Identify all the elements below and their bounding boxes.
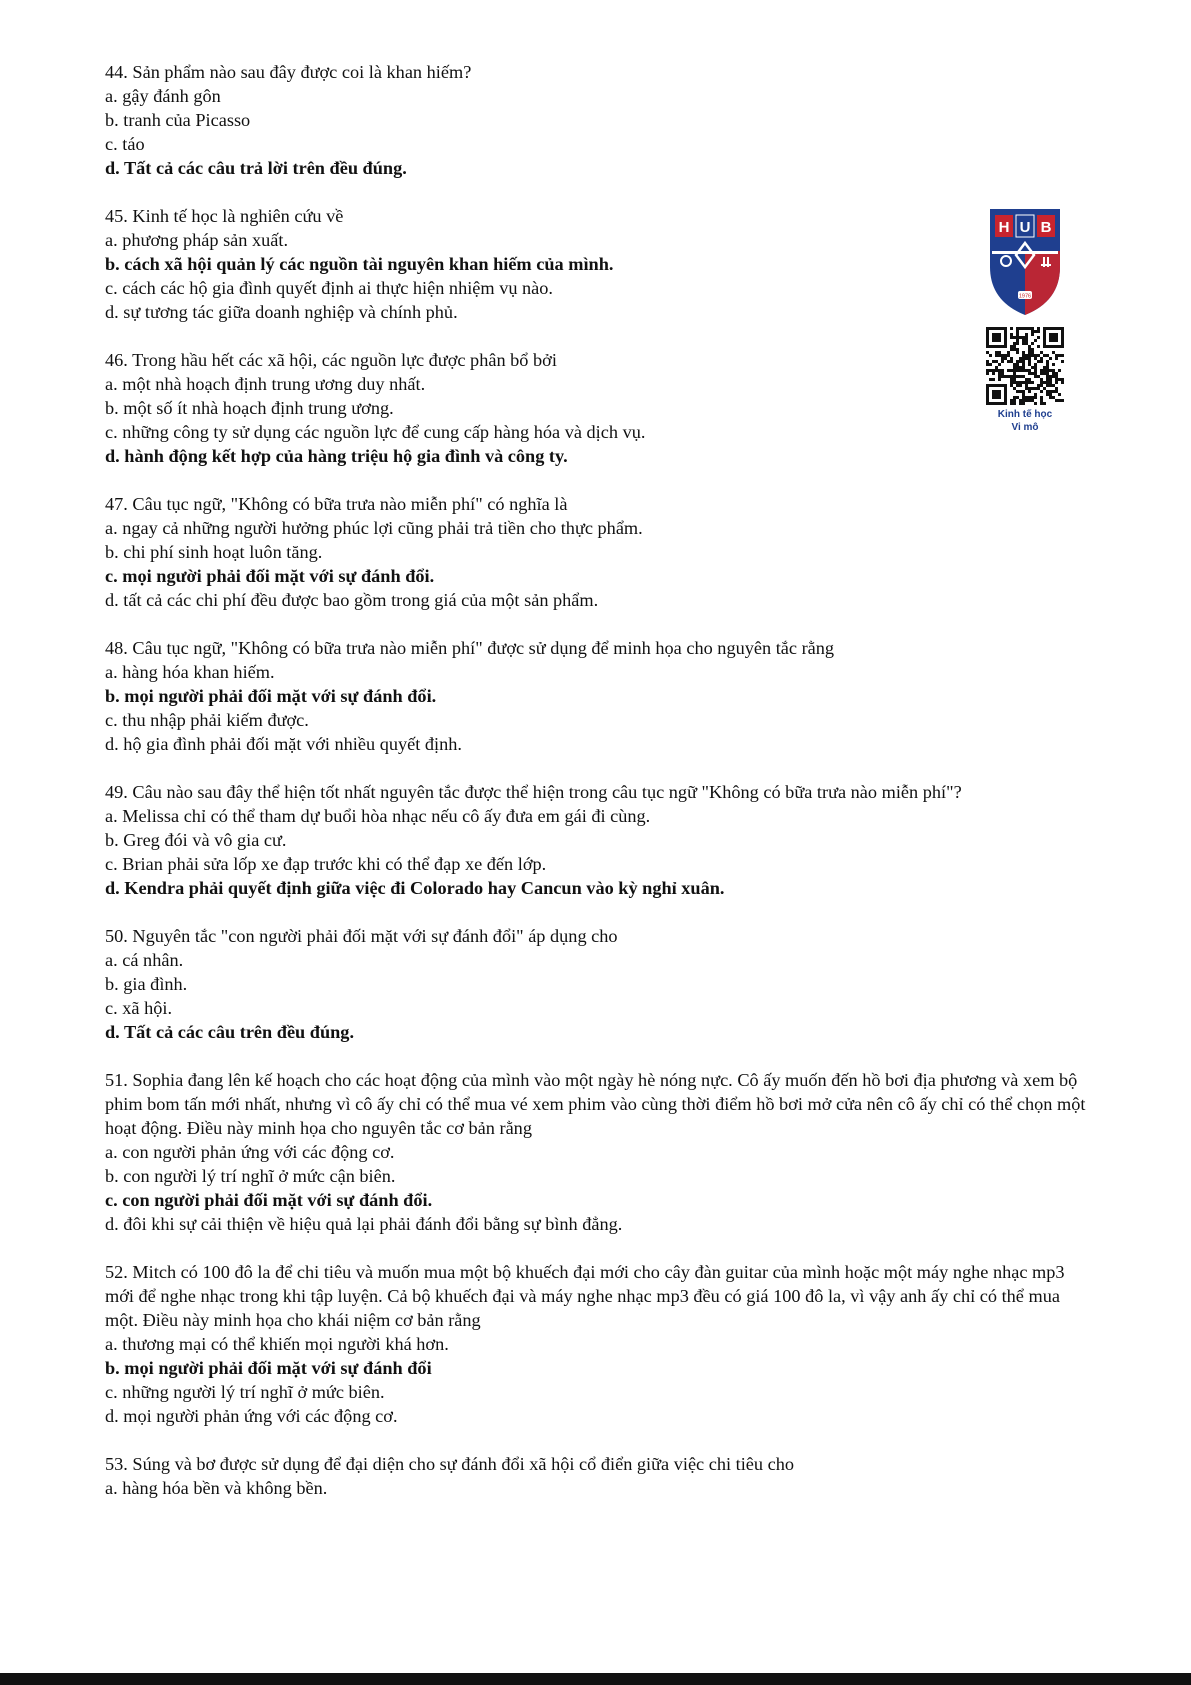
answer-option: a. gậy đánh gôn (105, 86, 221, 106)
brand-caption-line2: Vi mô (1011, 422, 1039, 433)
question-block (105, 924, 1095, 1044)
answer-option: d. đôi khi sự cải thiện về hiệu quả lại phải đánh đổi bằng sự bình đẳng. (105, 1214, 623, 1234)
question-block (105, 348, 1095, 468)
branding-block (982, 205, 1068, 434)
question-block (105, 636, 1095, 756)
question-block (105, 492, 1095, 612)
answer-option-correct: d. hành động kết hợp của hàng triệu hộ gia đình và công ty. (105, 446, 568, 466)
answer-option: a. Melissa chỉ có thể tham dự buổi hòa nhạc nếu cô ấy đưa em gái đi cùng. (105, 806, 651, 826)
answer-option-correct: d. Kendra phải quyết định giữa việc đi Colorado hay Cancun vào kỳ nghỉ xuân. (105, 878, 725, 898)
answer-option: a. một nhà hoạch định trung ương duy nhất. (105, 374, 426, 394)
answer-option: c. những người lý trí nghĩ ở mức biên. (105, 1382, 385, 1402)
question-block (105, 1260, 1095, 1428)
question-stem: 50. Nguyên tắc "con người phải đối mặt với sự đánh đổi" áp dụng cho (105, 926, 618, 946)
logo-year: 1976 (1018, 293, 1032, 300)
answer-option: c. thu nhập phải kiếm được. (105, 710, 309, 730)
page-bottom-bar (0, 1673, 1191, 1685)
answer-option: a. ngay cả những người hưởng phúc lợi cũng phải trả tiền cho thực phẩm. (105, 518, 643, 538)
question-stem: 48. Câu tục ngữ, "Không có bữa trưa nào miễn phí" được sử dụng để minh họa cho nguyên tắc rằng (105, 638, 835, 658)
answer-option-correct: c. mọi người phải đối mặt với sự đánh đổi. (105, 566, 435, 586)
hub-logo (986, 205, 1064, 317)
answer-option: d. sự tương tác giữa doanh nghiệp và chính phủ. (105, 302, 458, 322)
question-stem: 47. Câu tục ngữ, "Không có bữa trưa nào miễn phí" có nghĩa là (105, 494, 568, 514)
answer-option-correct: b. mọi người phải đối mặt với sự đánh đổi. (105, 686, 437, 706)
answer-option: c. cách các hộ gia đình quyết định ai thực hiện nhiệm vụ nào. (105, 278, 554, 298)
question-stem: 45. Kinh tế học là nghiên cứu về (105, 206, 344, 226)
answer-option: a. thương mại có thể khiến mọi người khá hơn. (105, 1334, 449, 1354)
logo-letter-h: H (998, 219, 1010, 236)
question-block (105, 1068, 1095, 1236)
answer-option-correct: d. Tất cả các câu trả lời trên đều đúng. (105, 158, 407, 178)
answer-option: c. những công ty sử dụng các nguồn lực để cung cấp hàng hóa và dịch vụ. (105, 422, 646, 442)
answer-option: a. cá nhân. (105, 950, 184, 970)
logo-letter-u: U (1019, 219, 1031, 236)
answer-option-correct: d. Tất cả các câu trên đều đúng. (105, 1022, 355, 1042)
answer-option: a. phương pháp sản xuất. (105, 230, 289, 250)
question-stem: 52. Mitch có 100 đô la để chi tiêu và muốn mua một bộ khuếch đại mới cho cây đàn guitar của mình hoặc một máy nghe nhạc mp3 mới để nghe nhạc trong khi tập luyện. Cả bộ khuếch đại và máy nghe nhạc mp3 đều có giá 100 đô la, vì vậy anh ấy chỉ có thể mua một. Điều này minh họa cho khái niệm cơ bản rằng (105, 1262, 1065, 1330)
answer-option: b. một số ít nhà hoạch định trung ương. (105, 398, 394, 418)
answer-option: d. hộ gia đình phải đối mặt với nhiều quyết định. (105, 734, 462, 754)
answer-option: b. Greg đói và vô gia cư. (105, 830, 287, 850)
answer-option: c. xã hội. (105, 998, 173, 1018)
answer-option-correct: c. con người phải đối mặt với sự đánh đổi. (105, 1190, 433, 1210)
question-stem: 53. Súng và bơ được sử dụng để đại diện cho sự đánh đổi xã hội cổ điển giữa việc chi tiêu cho (105, 1454, 795, 1474)
question-block (105, 60, 1095, 180)
question-block (105, 204, 1095, 324)
qr-code[interactable] (986, 327, 1064, 405)
answer-option: d. mọi người phản ứng với các động cơ. (105, 1406, 398, 1426)
question-stem: 46. Trong hầu hết các xã hội, các nguồn lực được phân bổ bởi (105, 350, 557, 370)
brand-caption-line1: Kinh tế học (997, 409, 1053, 420)
answer-option: b. tranh của Picasso (105, 110, 251, 130)
answer-option: a. hàng hóa bền và không bền. (105, 1478, 328, 1498)
question-stem: 44. Sản phẩm nào sau đây được coi là khan hiếm? (105, 62, 472, 82)
answer-option: b. chi phí sinh hoạt luôn tăng. (105, 542, 323, 562)
answer-option: d. tất cả các chi phí đều được bao gồm trong giá của một sản phẩm. (105, 590, 599, 610)
answer-option: c. táo (105, 134, 145, 154)
question-block (105, 780, 1095, 900)
brand-caption (982, 408, 1068, 434)
answer-option: a. con người phản ứng với các động cơ. (105, 1142, 395, 1162)
document-body (105, 60, 1095, 1524)
answer-option: b. con người lý trí nghĩ ở mức cận biên. (105, 1166, 396, 1186)
question-stem: 49. Câu nào sau đây thể hiện tốt nhất nguyên tắc được thể hiện trong câu tục ngữ "Không có bữa trưa nào miễn phí"? (105, 782, 962, 802)
question-block (105, 1452, 1095, 1500)
answer-option: c. Brian phải sửa lốp xe đạp trước khi có thể đạp xe đến lớp. (105, 854, 547, 874)
question-stem: 51. Sophia đang lên kế hoạch cho các hoạt động của mình vào một ngày hè nóng nực. Cô ấy muốn đến hồ bơi địa phương và xem bộ phim bom tấn mới nhất, nhưng vì cô ấy chỉ có thể mua vé xem phim vào cùng thời điểm hồ bơi mở cửa nên cô ấy chỉ có thể chọn một hoạt động. Điều này minh họa cho nguyên tắc cơ bản rằng (105, 1070, 1086, 1138)
answer-option-correct: b. mọi người phải đối mặt với sự đánh đổi (105, 1358, 432, 1378)
answer-option: a. hàng hóa khan hiếm. (105, 662, 275, 682)
logo-letter-b: B (1040, 219, 1052, 236)
answer-option: b. gia đình. (105, 974, 188, 994)
answer-option-correct: b. cách xã hội quản lý các nguồn tài nguyên khan hiếm của mình. (105, 254, 614, 274)
